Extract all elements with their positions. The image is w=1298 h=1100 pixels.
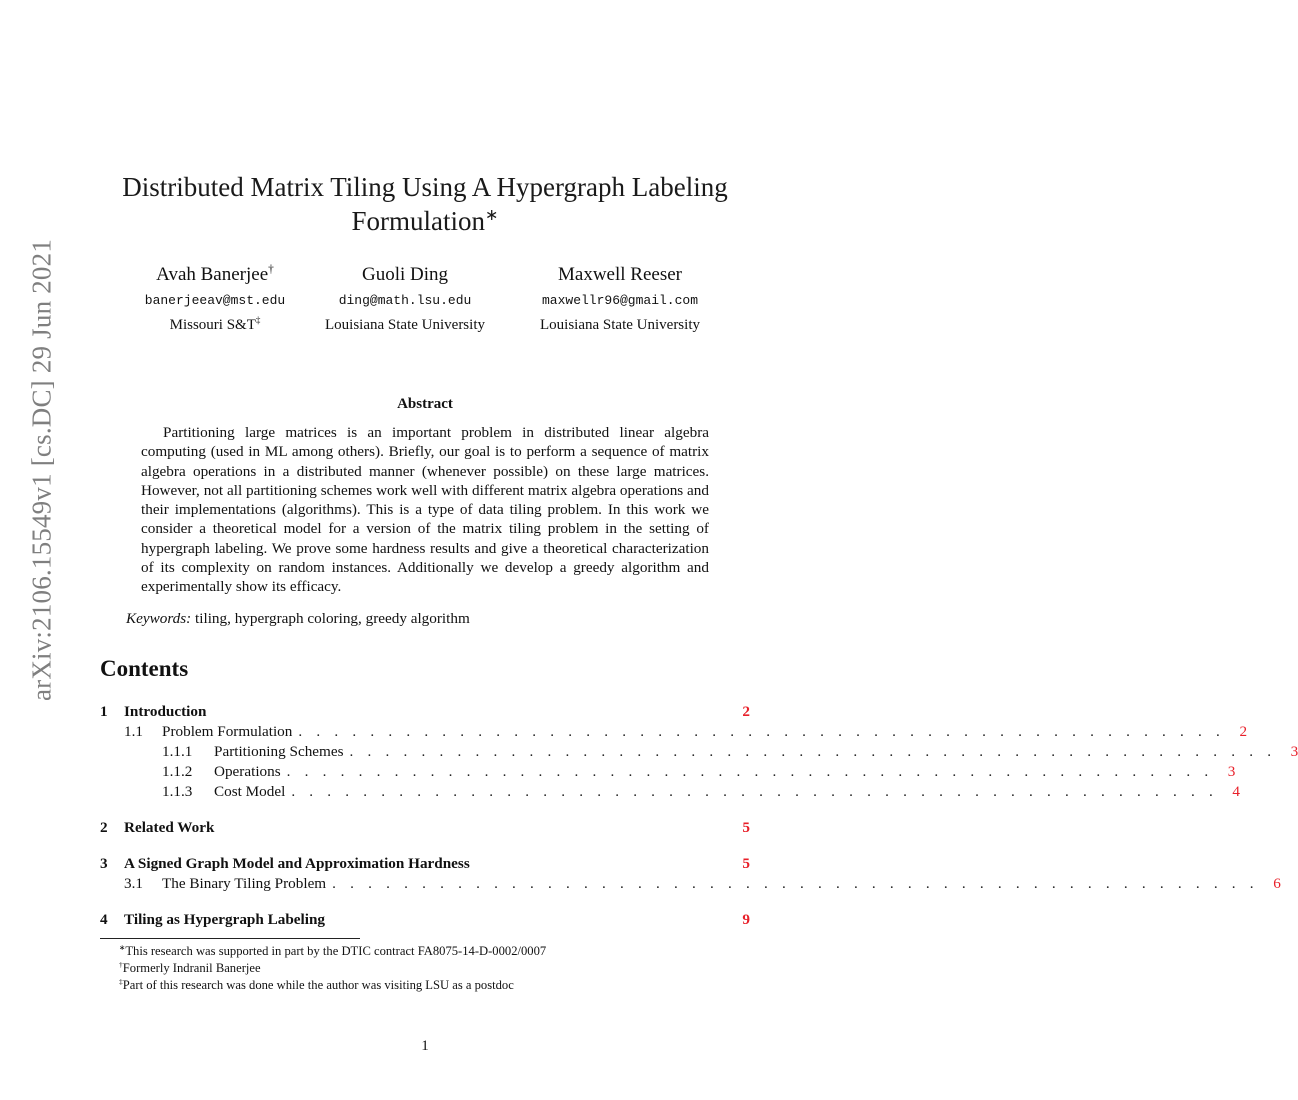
- toc-entry[interactable]: [100, 782, 1240, 802]
- contents-heading: Contents: [100, 656, 189, 681]
- toc-label: The Binary Tiling Problem: [162, 875, 327, 892]
- author-affiliation-text: Missouri S&T: [169, 317, 256, 333]
- toc-entry[interactable]: [100, 702, 750, 722]
- author-name: [120, 263, 310, 289]
- toc-page-link[interactable]: 5: [742, 819, 750, 836]
- author-affiliation: [520, 315, 720, 335]
- toc-label: A Signed Graph Model and Approximation Hardness: [124, 855, 470, 872]
- toc-number: 4: [100, 911, 108, 928]
- toc-number: 2: [100, 819, 108, 836]
- footnote: [119, 960, 261, 976]
- author-affiliation: [120, 315, 310, 335]
- toc-page-link[interactable]: 6: [1273, 875, 1281, 892]
- author-name: [310, 263, 500, 289]
- toc-label: Problem Formulation: [162, 723, 293, 740]
- toc-label: Introduction: [124, 703, 207, 720]
- author-email[interactable]: maxwellr96@gmail.com: [541, 293, 699, 308]
- page-number: 1: [421, 1038, 429, 1054]
- footnote-mark: †: [119, 959, 123, 969]
- toc-entry[interactable]: [100, 722, 1248, 742]
- title-line-2-text: Formulation: [351, 206, 485, 236]
- author-2: [310, 263, 500, 335]
- abstract-body: Partitioning large matrices is an important problem in distributed linear algebra computing (used in ML among others). Briefly, our goal is to perform a sequence of matrix algebra operations in a distributed manner (whenever possible) on these large matrices. However, not all partitioning schemes work well with different matrix algebra operations and their implementations (algorithms). This is a type of data tiling problem. In this work we consider a theoretical model for a version of the matrix tiling problem in the setting of hypergraph labeling. We prove some hardness results and give a theoretical characterization of its complexity on random instances. Additionally we develop a greedy algorithm and experimentally show its efficacy.: [141, 424, 709, 596]
- toc-entry[interactable]: [100, 874, 1281, 894]
- footnote: [119, 977, 514, 993]
- author-name-text: Maxwell Reeser: [558, 264, 682, 285]
- toc-entry[interactable]: [100, 762, 1236, 782]
- author-footnote-mark: †: [268, 263, 274, 276]
- toc-number: 3: [100, 855, 108, 872]
- toc-number: 1.1: [124, 723, 143, 740]
- author-3: [520, 263, 720, 335]
- toc-entry[interactable]: [100, 742, 1298, 762]
- author-affiliation-text: Louisiana State University: [325, 317, 485, 333]
- author-1: [120, 263, 310, 335]
- title-line-1: Distributed Matrix Tiling Using A Hypergraph Labeling: [122, 172, 728, 202]
- toc-number: 3.1: [124, 875, 143, 892]
- footnote: [119, 943, 546, 959]
- toc-page-link[interactable]: 4: [1232, 783, 1240, 800]
- toc-number: 1.1.2: [162, 763, 193, 780]
- title-footnote-mark: ∗: [484, 206, 499, 224]
- title-line-2: [90, 204, 760, 238]
- toc-page-link[interactable]: 5: [742, 855, 750, 872]
- toc-page-link[interactable]: 3: [1290, 743, 1298, 760]
- abstract-heading: Abstract: [397, 396, 453, 412]
- toc-dot-leader: . . . . . . . . . . . . . . . . . . . . . . . . . . . . . . . . . . . . . . . . . . . . . . . . . . . .: [286, 763, 1214, 780]
- toc-label: Partitioning Schemes: [214, 743, 344, 760]
- author-name-text: Guoli Ding: [361, 264, 449, 285]
- keywords-text: tiling, hypergraph coloring, greedy algorithm: [195, 610, 470, 627]
- toc-label: Cost Model: [214, 783, 286, 800]
- toc-dot-leader: . . . . . . . . . . . . . . . . . . . . . . . . . . . . . . . . . . . . . . . . . . . . . . . . . . . .: [349, 743, 1277, 760]
- paper-title: [90, 170, 760, 238]
- toc-number: 1.1.1: [162, 743, 193, 760]
- toc-page-link[interactable]: 9: [742, 911, 750, 928]
- toc-page-link[interactable]: 3: [1227, 763, 1236, 780]
- footnote-text: This research was supported in part by the DTIC contract FA8075-14-D-0002/0007: [125, 944, 547, 958]
- toc-entry[interactable]: [100, 818, 750, 838]
- footnote-rule: [100, 938, 360, 939]
- keywords: [126, 610, 470, 628]
- toc-dot-leader: . . . . . . . . . . . . . . . . . . . . . . . . . . . . . . . . . . . . . . . . . . . . . . . . . . . .: [298, 723, 1226, 740]
- author-email[interactable]: banerjeeav@mst.edu: [144, 293, 286, 308]
- author-affiliation: [310, 315, 500, 335]
- toc-number: 1: [100, 703, 108, 720]
- toc-entry[interactable]: [100, 854, 750, 874]
- toc-dot-leader: . . . . . . . . . . . . . . . . . . . . . . . . . . . . . . . . . . . . . . . . . . . . . . . . . . . .: [332, 875, 1259, 892]
- toc-label: Operations: [214, 763, 281, 780]
- author-affiliation-text: Louisiana State University: [540, 317, 700, 333]
- toc-entry[interactable]: [100, 910, 750, 930]
- affiliation-footnote-mark: ‡: [255, 315, 261, 325]
- footnote-text: Part of this research was done while the author was visiting LSU as a postdoc: [122, 978, 514, 992]
- toc-page-link[interactable]: 2: [1239, 723, 1248, 740]
- author-name-text: Avah Banerjee: [156, 264, 269, 285]
- toc-label: Related Work: [124, 819, 215, 836]
- keywords-label: Keywords:: [126, 610, 192, 627]
- arxiv-stamp-text: arXiv:2106.15549v1 [cs.DC] 29 Jun 2021: [26, 238, 57, 702]
- author-name: [520, 263, 720, 289]
- author-email[interactable]: ding@math.lsu.edu: [338, 293, 472, 308]
- footnote-mark: ∗: [119, 942, 126, 952]
- toc-dot-leader: . . . . . . . . . . . . . . . . . . . . . . . . . . . . . . . . . . . . . . . . . . . . . . . . . . . .: [291, 783, 1218, 800]
- footnote-text: Formerly Indranil Banerjee: [122, 961, 261, 975]
- footnote-mark: ‡: [119, 976, 123, 986]
- toc-number: 1.1.3: [162, 783, 193, 800]
- toc-label: Tiling as Hypergraph Labeling: [124, 911, 325, 928]
- toc-page-link[interactable]: 2: [742, 703, 750, 720]
